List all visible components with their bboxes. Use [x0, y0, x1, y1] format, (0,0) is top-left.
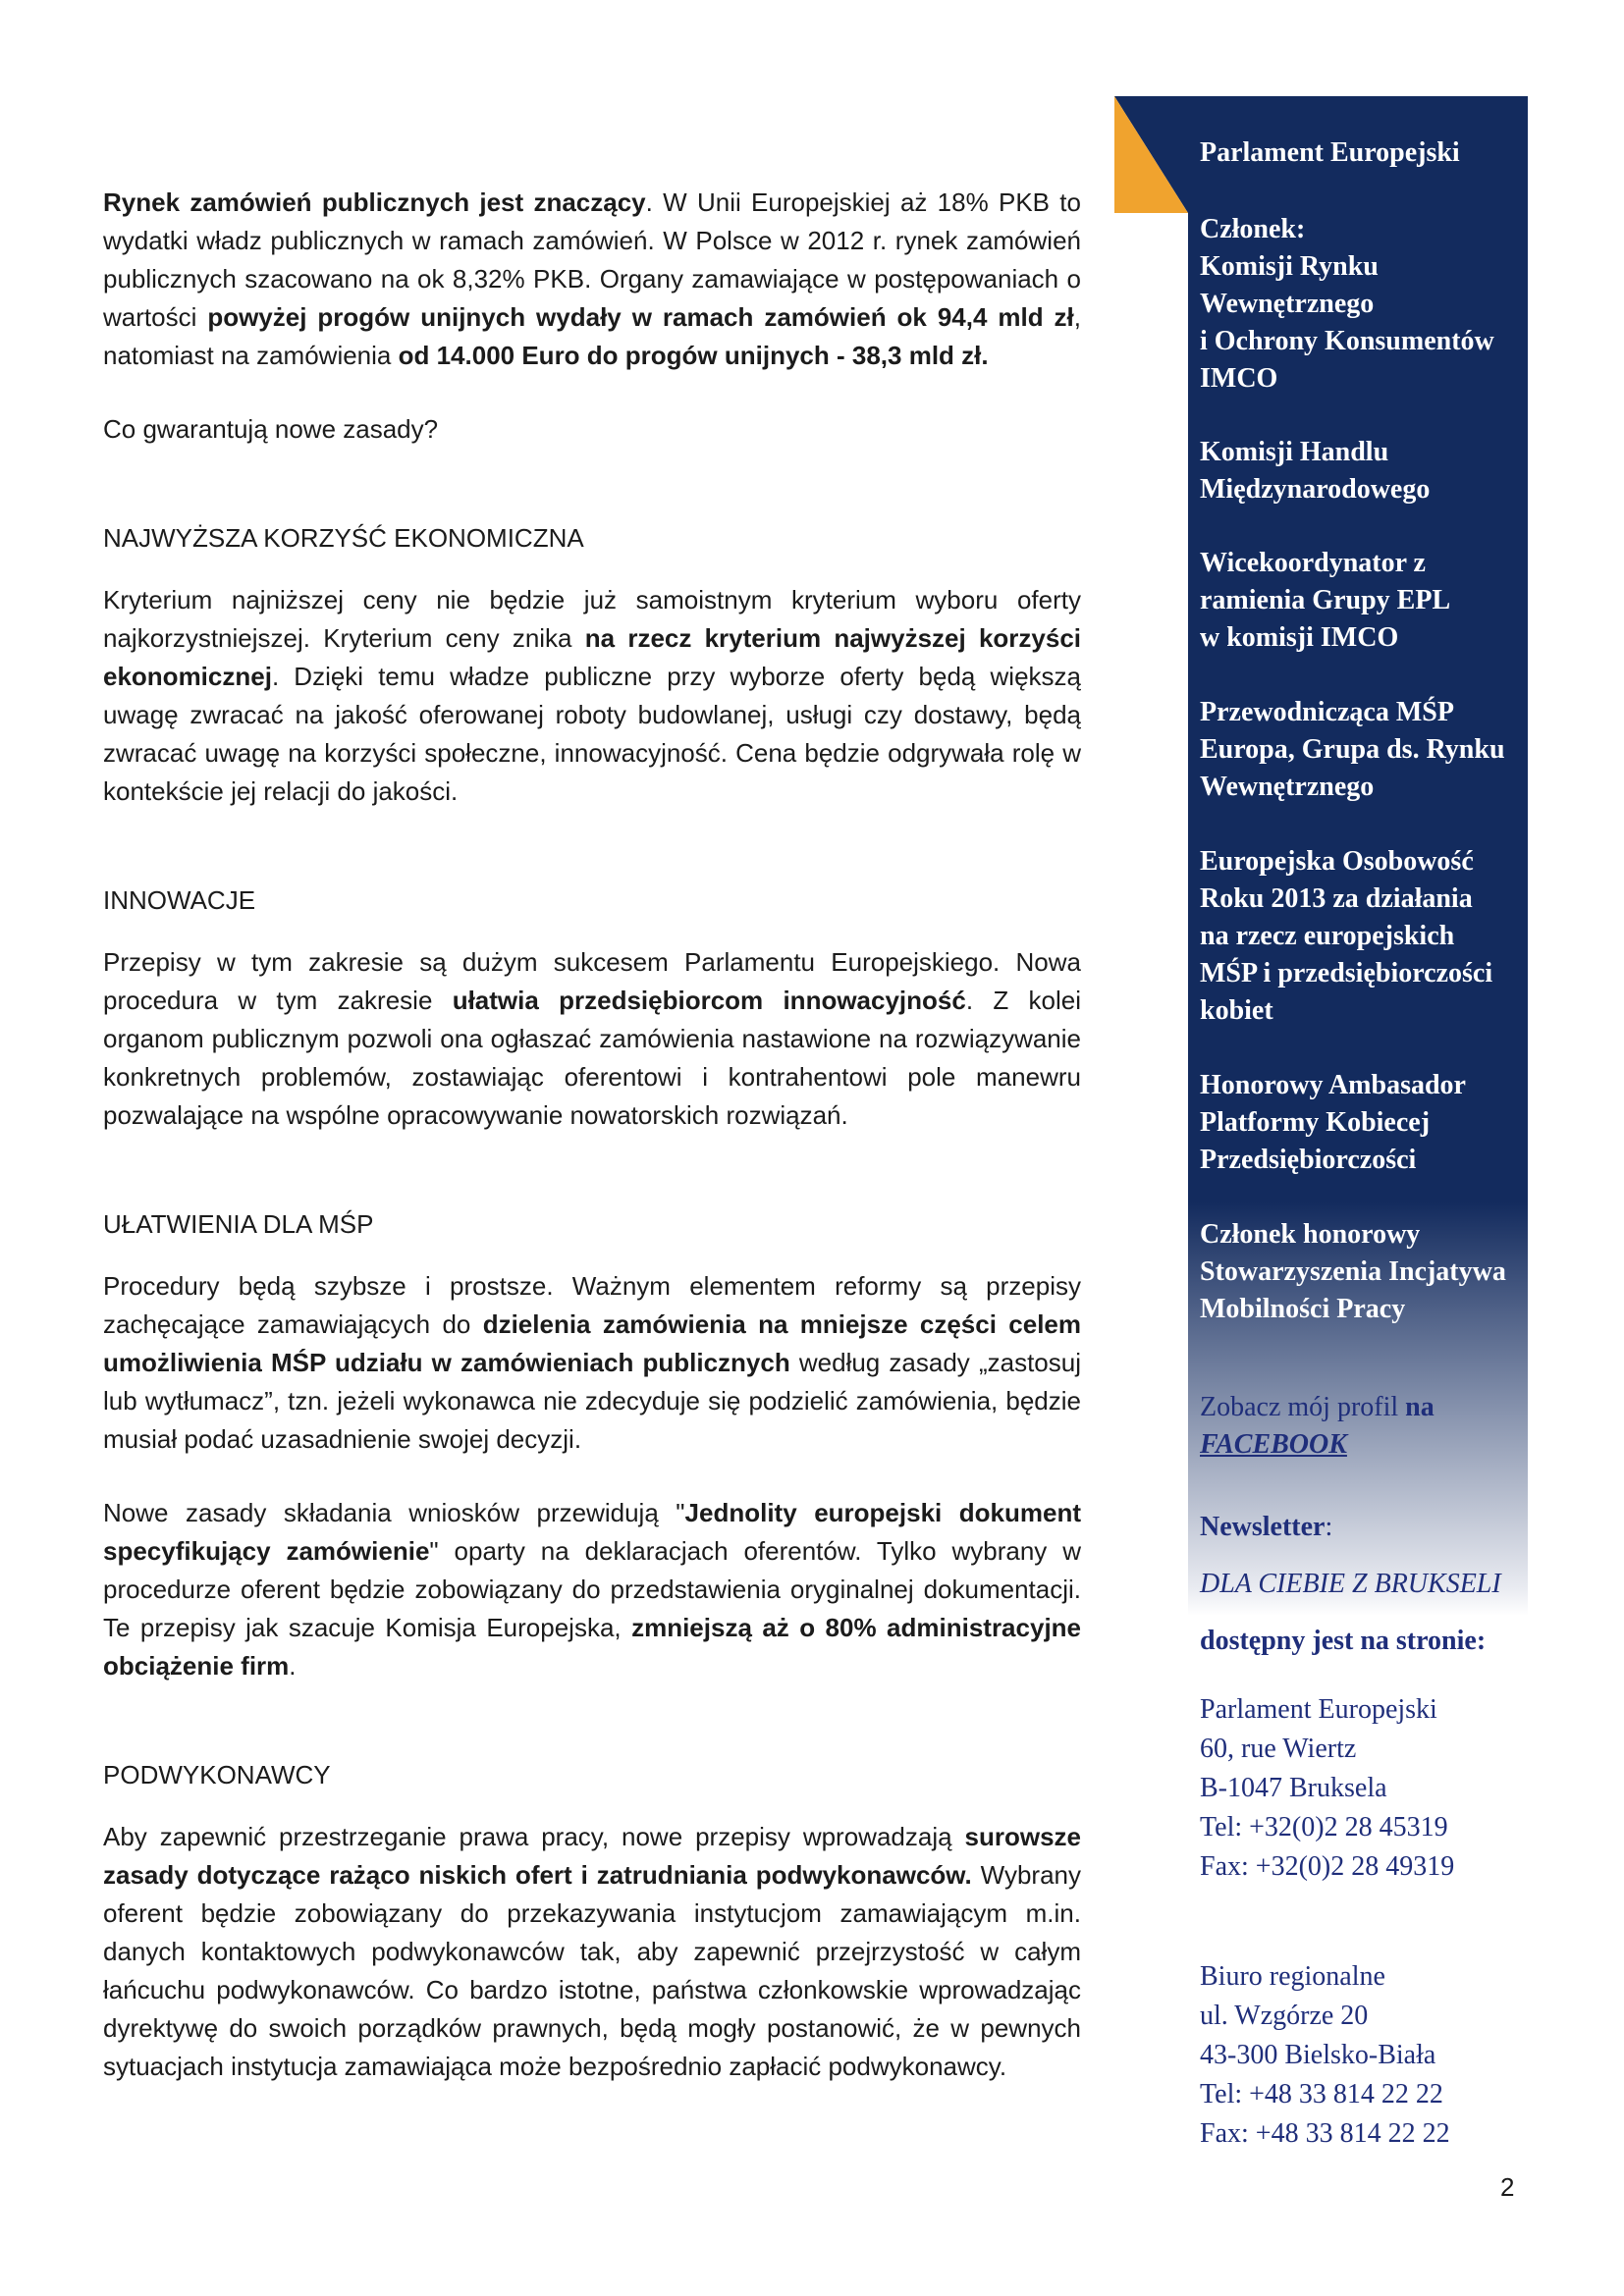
sidebar-line — [1200, 2114, 1524, 2154]
text-segment: na — [1405, 1392, 1435, 1422]
text-segment: Tel: +48 33 814 22 22 — [1200, 2079, 1443, 2109]
text-segment: Wewnętrznego — [1200, 289, 1375, 319]
text-segment: DLA CIEBIE Z BRUKSELI — [1200, 1569, 1501, 1599]
text-segment: Rynek zamówień publicznych jest znaczący — [103, 187, 646, 217]
text-segment: Aby zapewnić przestrzeganie prawa pracy, nowe przepisy wprowadzają — [103, 1822, 965, 1851]
sidebar-line — [1200, 1623, 1524, 1660]
text-segment: i Ochrony Konsumentów — [1200, 326, 1494, 356]
body-paragraph — [103, 1267, 1081, 1459]
text-segment: zmniejszą aż o 80% administracyjne obciążenie firm — [103, 1613, 1082, 1681]
sidebar-line — [1200, 694, 1524, 731]
text-segment: Wybrany oferent będzie zobowiązany do przekazywania instytucjom zamawiającym m.in. danych kontaktowych podwykonawców tak, aby zapewnić przejrzystość w całym łańcuchu podwykonawców. Co bardzo istotne, państwa członkowskie wprowadzając dyrektywę do swoich porządków prawnych, będą mogły postanowić, że w pewnych sytuacjach instytucja zamawiająca może bezpośrednio zapłacić podwykonawcy. — [103, 1860, 1081, 2081]
text-segment: według zasady „zastosuj lub wytłumacz”, tzn. jeżeli wykonawca nie zdecyduje się podzielić zamówienia, będzie musiał podać uzasadnienie swojej decyzji. — [103, 1348, 1081, 1454]
body-paragraph — [103, 581, 1081, 811]
body-paragraph — [103, 943, 1081, 1135]
text-segment: kobiet — [1200, 995, 1273, 1026]
text-segment: ul. Wzgórze 20 — [1200, 2001, 1369, 2031]
sidebar-line — [1200, 1808, 1524, 1847]
sidebar-corner-decoration — [1114, 96, 1188, 213]
text-segment: Wewnętrznego — [1200, 772, 1375, 802]
sidebar-line — [1200, 1997, 1524, 2036]
sidebar-line — [1200, 1566, 1524, 1603]
sidebar-line — [1200, 2075, 1524, 2114]
sidebar-group-handel — [1200, 434, 1524, 508]
sidebar-line — [1200, 1254, 1524, 1291]
page-number: 2 — [1500, 2172, 1515, 2202]
sidebar-line — [1200, 918, 1524, 955]
text-segment: Przedsiębiorczości — [1200, 1145, 1417, 1175]
text-segment: w komisji IMCO — [1200, 622, 1399, 653]
text-segment: Europa, Grupa ds. Rynku — [1200, 734, 1505, 765]
text-segment: Kryterium najniższej ceny nie będzie już samoistnym kryterium wyboru oferty najkorzystniejszej. Kryterium ceny znika — [103, 585, 1081, 653]
text-segment: Członek honorowy — [1200, 1219, 1421, 1250]
sidebar-line — [1200, 248, 1524, 286]
text-segment: Mobilności Pracy — [1200, 1294, 1406, 1324]
sidebar-group-przewodniczaca — [1200, 694, 1524, 806]
text-segment: . Z kolei organom publicznym pozwoli ona ogłaszać zamówienia nastawione na rozwiązywanie konkretnych problemów, zostawiając oferentowi i kontrahentowi pole manewru pozwalające na wspólne opracowywanie nowatorskich rozwiązań. — [103, 986, 1081, 1130]
sidebar-line — [1200, 323, 1524, 360]
text-segment: Roku 2013 za działania — [1200, 883, 1473, 914]
text-segment: Co gwarantują nowe zasady? — [103, 414, 439, 444]
text-segment: IMCO — [1200, 363, 1278, 394]
sidebar-group-adres-biuro — [1200, 1957, 1524, 2154]
main-column — [103, 184, 1081, 2121]
sidebar-line — [1200, 545, 1524, 582]
sidebar — [1188, 96, 1528, 2177]
sidebar-line — [1200, 1104, 1524, 1142]
sidebar-line — [1200, 286, 1524, 323]
sidebar-group-facebook — [1200, 1389, 1524, 1464]
text-segment: Parlament Europejski — [1200, 1694, 1437, 1725]
text-segment: Przepisy w tym zakresie są dużym sukcesem Parlamentu Europejskiego. Nowa procedura w tym zakresie — [103, 947, 1081, 1015]
text-segment: ramienia Grupy EPL — [1200, 585, 1451, 615]
sidebar-line — [1200, 1291, 1524, 1328]
sidebar-group-newsletter — [1200, 1509, 1524, 1546]
text-segment: B-1047 Bruksela — [1200, 1773, 1387, 1803]
sidebar-line — [1200, 1509, 1524, 1546]
text-segment: NAJWYŻSZA KORZYŚĆ EKONOMICZNA — [103, 523, 584, 553]
text-segment: od 14.000 Euro do progów unijnych - 38,3 mld zł. — [398, 341, 989, 370]
sidebar-line — [1200, 1730, 1524, 1769]
text-segment: Procedury będą szybsze i prostsze. Ważnym elementem reformy są przepisy zachęcające zamawiających do — [103, 1271, 1081, 1339]
text-segment: surowsze zasady dotyczące rażąco niskich ofert i zatrudniania podwykonawców. — [103, 1822, 1081, 1890]
sidebar-line — [1200, 2036, 1524, 2075]
text-segment: Stowarzyszenia Incjatywa — [1200, 1256, 1506, 1287]
sidebar-line — [1200, 1216, 1524, 1254]
sidebar-line — [1200, 881, 1524, 918]
text-segment: Honorowy Ambasador — [1200, 1070, 1466, 1100]
sidebar-group-honorowy — [1200, 1216, 1524, 1328]
text-segment: . W Unii Europejskiej aż 18% PKB to wydatki władz publicznych w ramach zamówień. W Polsce w 2012 r. rynek zamówień publicznych szacowano na ok 8,32% PKB. Organy zamawiające w postępowaniach o wartości — [103, 187, 1081, 332]
text-segment: Tel: +32(0)2 28 45319 — [1200, 1812, 1448, 1842]
text-segment: Nowe zasady składania wniosków przewidują " — [103, 1498, 685, 1527]
facebook-link[interactable]: FACEBOOK — [1200, 1429, 1347, 1460]
text-segment: Komisji Handlu — [1200, 437, 1389, 467]
text-segment: . — [289, 1651, 297, 1681]
sidebar-line — [1200, 360, 1524, 398]
sidebar-group-brukseli — [1200, 1566, 1524, 1603]
sidebar-group-dostepny — [1200, 1623, 1524, 1660]
sidebar-line — [1200, 1067, 1524, 1104]
sidebar-line — [1200, 1142, 1524, 1179]
text-segment: INNOWACJE — [103, 885, 256, 915]
text-segment: " oparty na deklaracjach oferentów. Tylko wybrany w procedurze oferent będzie zobowiązany do przedstawienia oryginalnej dokumentacji. Te przepisy jak szacuje Komisja Europejska, — [103, 1536, 1081, 1642]
text-segment: : — [1325, 1512, 1333, 1542]
sidebar-line — [1200, 1426, 1524, 1464]
text-segment: Fax: +48 33 814 22 22 — [1200, 2118, 1450, 2149]
sidebar-title: Parlament Europejski — [1200, 137, 1460, 168]
text-segment: na rzecz europejskich — [1200, 921, 1455, 951]
text-segment: UŁATWIENIA DLA MŚP — [103, 1209, 374, 1239]
sidebar-line — [1200, 843, 1524, 881]
text-segment: Wicekoordynator z — [1200, 548, 1426, 578]
sidebar-group-roles — [1200, 211, 1524, 398]
text-segment: Biuro regionalne — [1200, 1961, 1385, 1992]
section-heading — [103, 519, 1081, 558]
text-segment: powyżej progów unijnych wydały w ramach zamówień ok 94,4 mld zł — [207, 302, 1074, 332]
sidebar-group-ambasador — [1200, 1067, 1524, 1179]
text-segment: Zobacz mój profil — [1200, 1392, 1406, 1422]
section-heading — [103, 881, 1081, 920]
sidebar-group-adres-bruksela — [1200, 1690, 1524, 1887]
sidebar-line — [1200, 992, 1524, 1030]
text-segment: Fax: +32(0)2 28 49319 — [1200, 1851, 1455, 1882]
sidebar-groups — [1200, 211, 1524, 2154]
text-segment: Członek: — [1200, 214, 1306, 244]
body-paragraph — [103, 410, 1081, 449]
sidebar-line — [1200, 1389, 1524, 1426]
text-segment: 60, rue Wiertz — [1200, 1734, 1357, 1764]
text-segment: MŚP i przedsiębiorczości — [1200, 958, 1493, 988]
sidebar-line — [1200, 471, 1524, 508]
text-segment: , natomiast na zamówienia — [103, 302, 1082, 370]
body-paragraph — [103, 1494, 1081, 1685]
text-segment: dzielenia zamówienia na mniejsze części celem umożliwienia MŚP udziału w zamówieniach publicznych — [103, 1309, 1081, 1377]
section-heading — [103, 1205, 1081, 1244]
text-segment: Newsletter — [1200, 1512, 1326, 1542]
text-segment: PODWYKONAWCY — [103, 1760, 331, 1789]
text-segment: . Dzięki temu władze publiczne przy wyborze oferty będą większą uwagę zwracać na jakość oferowanej roboty budowlanej, usługi czy dostawy, będą zwracać uwagę na korzyści społeczne, innowacyjność. Cena będzie odgrywała rolę w kontekście jej relacji do jakości. — [103, 662, 1081, 806]
text-segment: dostępny jest na stronie: — [1200, 1626, 1487, 1656]
text-segment: Europejska Osobowość — [1200, 846, 1474, 877]
section-heading — [103, 1756, 1081, 1794]
sidebar-group-wicekoordynator — [1200, 545, 1524, 657]
sidebar-line — [1200, 434, 1524, 471]
sidebar-line — [1200, 731, 1524, 769]
text-segment: Komisji Rynku — [1200, 251, 1379, 282]
sidebar-line — [1200, 619, 1524, 657]
text-segment: Platformy Kobiecej — [1200, 1107, 1431, 1138]
text-segment: 43-300 Bielsko-Biała — [1200, 2040, 1436, 2070]
sidebar-line — [1200, 1847, 1524, 1887]
text-segment: Przewodnicząca MŚP — [1200, 697, 1454, 727]
sidebar-line — [1200, 1769, 1524, 1808]
sidebar-group-osobowosc — [1200, 843, 1524, 1030]
sidebar-line — [1200, 1690, 1524, 1730]
body-paragraph — [103, 184, 1081, 375]
text-segment: ułatwia przedsiębiorcom innowacyjność — [452, 986, 966, 1015]
text-segment: Jednolity europejski dokument specyfikujący zamówienie — [103, 1498, 1081, 1566]
text-segment: na rzecz kryterium najwyższej korzyści ekonomicznej — [103, 623, 1082, 691]
body-paragraph — [103, 1818, 1081, 2086]
sidebar-line — [1200, 1957, 1524, 1997]
sidebar-line — [1200, 955, 1524, 992]
sidebar-line — [1200, 769, 1524, 806]
sidebar-line — [1200, 582, 1524, 619]
sidebar-line — [1200, 211, 1524, 248]
text-segment: Międzynarodowego — [1200, 474, 1431, 505]
